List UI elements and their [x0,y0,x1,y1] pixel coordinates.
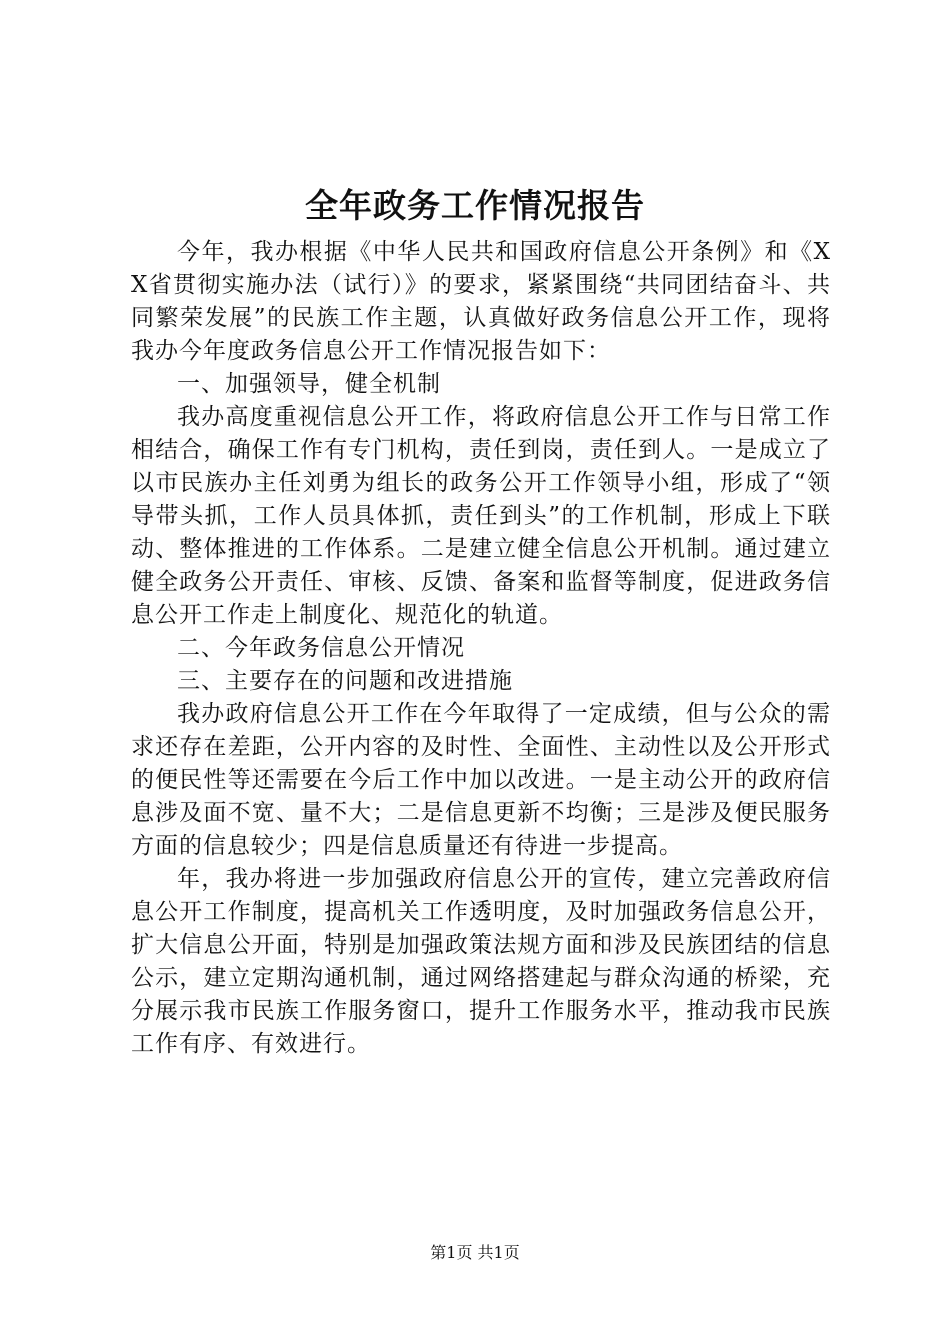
section-3-paragraph-2: 年，我办将进一步加强政府信息公开的宣传，建立完善政府信息公开工作制度，提高机关工作透明度，及时加强政务信息公开，扩大信息公开面，特别是加强政策法规方面和涉及民族团结的信息公示，建立定期沟通机制，通过网络搭建起与群众沟通的桥梁，充分展示我市民族工作服务窗口，提升工作服务水平，推动我市民族工作有序、有效进行。 [131,866,831,1057]
section-heading-2: 二、今年政务信息公开情况 [177,635,465,661]
section-heading-1: 一、加强领导，健全机制 [177,371,441,397]
document-title: 全年政务工作情况报告 [305,186,645,225]
document-body [131,236,831,1061]
page-footer: 第1页 共1页 [430,1243,520,1262]
section-3-paragraph-1: 我办政府信息公开工作在今年取得了一定成绩，但与公众的需求还存在差距，公开内容的及时性、全面性、主动性以及公开形式的便民性等还需要在今后工作中加以改进。一是主动公开的政府信息涉及面不宽、量不大；二是信息更新不均衡；三是涉及便民服务方面的信息较少；四是信息质量还有待进一步提高。 [131,701,831,859]
intro-paragraph: 今年，我办根据《中华人民共和国政府信息公开条例》和《XX省贯彻实施办法（试行）》的要求，紧紧围绕“共同团结奋斗、共同繁荣发展”的民族工作主题，认真做好政务信息公开工作，现将我办今年度政务信息公开工作情况报告如下： [131,239,831,364]
section-heading-3: 三、主要存在的问题和改进措施 [177,668,513,694]
section-1-paragraph: 我办高度重视信息公开工作，将政府信息公开工作与日常工作相结合，确保工作有专门机构，责任到岗，责任到人。一是成立了以市民族办主任刘勇为组长的政务公开工作领导小组，形成了“领导带头抓，工作人员具体抓，责任到头”的工作机制，形成上下联动、整体推进的工作体系。二是建立健全信息公开机制。通过建立健全政务公开责任、审核、反馈、备案和监督等制度，促进政务信息公开工作走上制度化、规范化的轨道。 [131,404,831,628]
